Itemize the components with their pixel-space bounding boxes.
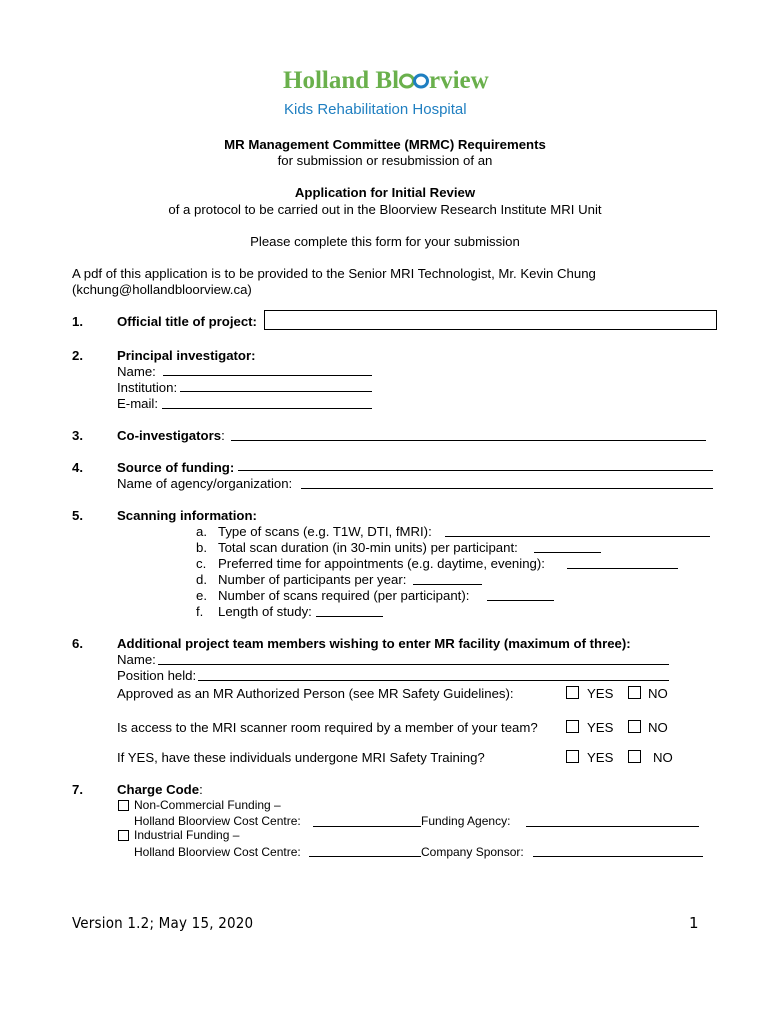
scan-item-a-letter: a. [196, 524, 207, 539]
section-5-number: 5. [72, 508, 83, 523]
training-yes-checkbox[interactable] [566, 750, 579, 763]
authorized-yes-checkbox[interactable] [566, 686, 579, 699]
co-investigators-label: Co-investigators: [117, 428, 225, 443]
training-no-checkbox[interactable] [628, 750, 641, 763]
industrial-funding-checkbox[interactable] [118, 830, 129, 841]
source-of-funding-field[interactable] [238, 470, 713, 471]
co-investigators-field[interactable] [231, 440, 706, 441]
scan-item-b-letter: b. [196, 540, 207, 555]
scan-item-c-letter: c. [196, 556, 207, 571]
version-footer: Version 1.2; May 15, 2020 [72, 914, 254, 932]
authorized-no-label: NO [648, 686, 668, 701]
pi-institution-label: Institution: [117, 380, 178, 395]
pi-email-field[interactable] [162, 408, 372, 409]
scans-required-field[interactable] [487, 600, 554, 601]
funding-agency-field[interactable] [526, 826, 699, 827]
training-no-label: NO [653, 750, 673, 765]
source-of-funding-label: Source of funding: [117, 460, 235, 475]
non-commercial-checkbox[interactable] [118, 800, 129, 811]
pi-name-label: Name: [117, 364, 156, 379]
logo-name: Holland Bl rview [283, 67, 489, 94]
charge-code-label: Charge Code: [117, 782, 203, 797]
participants-per-year-field[interactable] [413, 584, 482, 585]
logo-infinity-mark [399, 69, 429, 87]
scanner-access-question: Is access to the MRI scanner room required by a member of your team? [117, 720, 538, 735]
industrial-cost-centre-label: Holland Bloorview Cost Centre: [134, 845, 301, 859]
position-held-label: Position held: [117, 668, 197, 683]
preferred-time-field[interactable] [567, 568, 678, 569]
pdf-note-line2: (kchung@hollandbloorview.ca) [72, 282, 252, 297]
scan-item-c-text: Preferred time for appointments (e.g. daytime, evening): [218, 556, 545, 571]
scan-types-field[interactable] [445, 536, 710, 537]
section-3-number: 3. [72, 428, 83, 443]
scan-item-f-letter: f. [196, 604, 204, 619]
form-subtitle: for submission or resubmission of an [277, 153, 493, 168]
company-sponsor-label: Company Sponsor: [421, 845, 524, 859]
study-length-field[interactable] [316, 616, 383, 617]
principal-investigator-label: Principal investigator: [117, 348, 256, 363]
authorized-no-checkbox[interactable] [628, 686, 641, 699]
scan-item-d-letter: d. [196, 572, 207, 587]
instruction-text: Please complete this form for your submission [250, 234, 520, 249]
section-6-number: 6. [72, 636, 83, 651]
team-name-label: Name: [117, 652, 156, 667]
scan-item-d-text: Number of participants per year: [218, 572, 407, 587]
section-4-number: 4. [72, 460, 83, 475]
pi-email-label: E-mail: [117, 396, 159, 411]
scanning-information-label: Scanning information: [117, 508, 257, 523]
project-title-input[interactable] [264, 310, 717, 330]
section-1-number: 1. [72, 314, 83, 329]
additional-team-label: Additional project team members wishing to enter MR facility (maximum of three): [117, 636, 631, 651]
access-no-checkbox[interactable] [628, 720, 641, 733]
authorized-yes-label: YES [587, 686, 614, 701]
form-title: MR Management Committee (MRMC) Requirements [224, 137, 546, 152]
non-commercial-label: Non-Commercial Funding – [134, 798, 281, 812]
team-name-field[interactable] [158, 664, 669, 665]
training-yes-label: YES [587, 750, 614, 765]
industrial-cost-centre-field[interactable] [309, 856, 421, 857]
logo-subtitle: Kids Rehabilitation Hospital [284, 101, 467, 118]
application-title: Application for Initial Review [294, 185, 476, 200]
section-2-number: 2. [72, 348, 83, 363]
scan-item-f-text: Length of study: [218, 604, 312, 619]
scan-item-a-text: Type of scans (e.g. T1W, DTI, fMRI): [218, 524, 432, 539]
section-7-number: 7. [72, 782, 83, 797]
project-title-label: Official title of project: [117, 314, 257, 329]
position-held-field[interactable] [198, 680, 669, 681]
authorized-person-question: Approved as an MR Authorized Person (see MR Safety Guidelines): [117, 686, 514, 701]
scan-item-e-text: Number of scans required (per participant): [218, 588, 470, 603]
pi-institution-field[interactable] [180, 391, 372, 392]
access-no-label: NO [648, 720, 668, 735]
non-commercial-cost-centre-label: Holland Bloorview Cost Centre: [134, 814, 301, 828]
pdf-note-line1: A pdf of this application is to be provided to the Senior MRI Technologist, Mr. Kevin Chung [72, 266, 596, 281]
scan-item-b-text: Total scan duration (in 30-min units) per participant: [218, 540, 518, 555]
safety-training-question: If YES, have these individuals undergone MRI Safety Training? [117, 750, 485, 765]
access-yes-label: YES [587, 720, 614, 735]
agency-name-label: Name of agency/organization: [117, 476, 293, 491]
funding-agency-label: Funding Agency: [421, 814, 511, 828]
page-number: 1 [689, 914, 699, 932]
application-subtitle: of a protocol to be carried out in the Bloorview Research Institute MRI Unit [168, 202, 602, 217]
company-sponsor-field[interactable] [533, 856, 703, 857]
scan-duration-field[interactable] [534, 552, 601, 553]
scan-item-e-letter: e. [196, 588, 207, 603]
agency-name-field[interactable] [301, 488, 713, 489]
pi-name-field[interactable] [163, 375, 372, 376]
non-commercial-cost-centre-field[interactable] [313, 826, 421, 827]
industrial-funding-label: Industrial Funding – [134, 828, 240, 842]
access-yes-checkbox[interactable] [566, 720, 579, 733]
